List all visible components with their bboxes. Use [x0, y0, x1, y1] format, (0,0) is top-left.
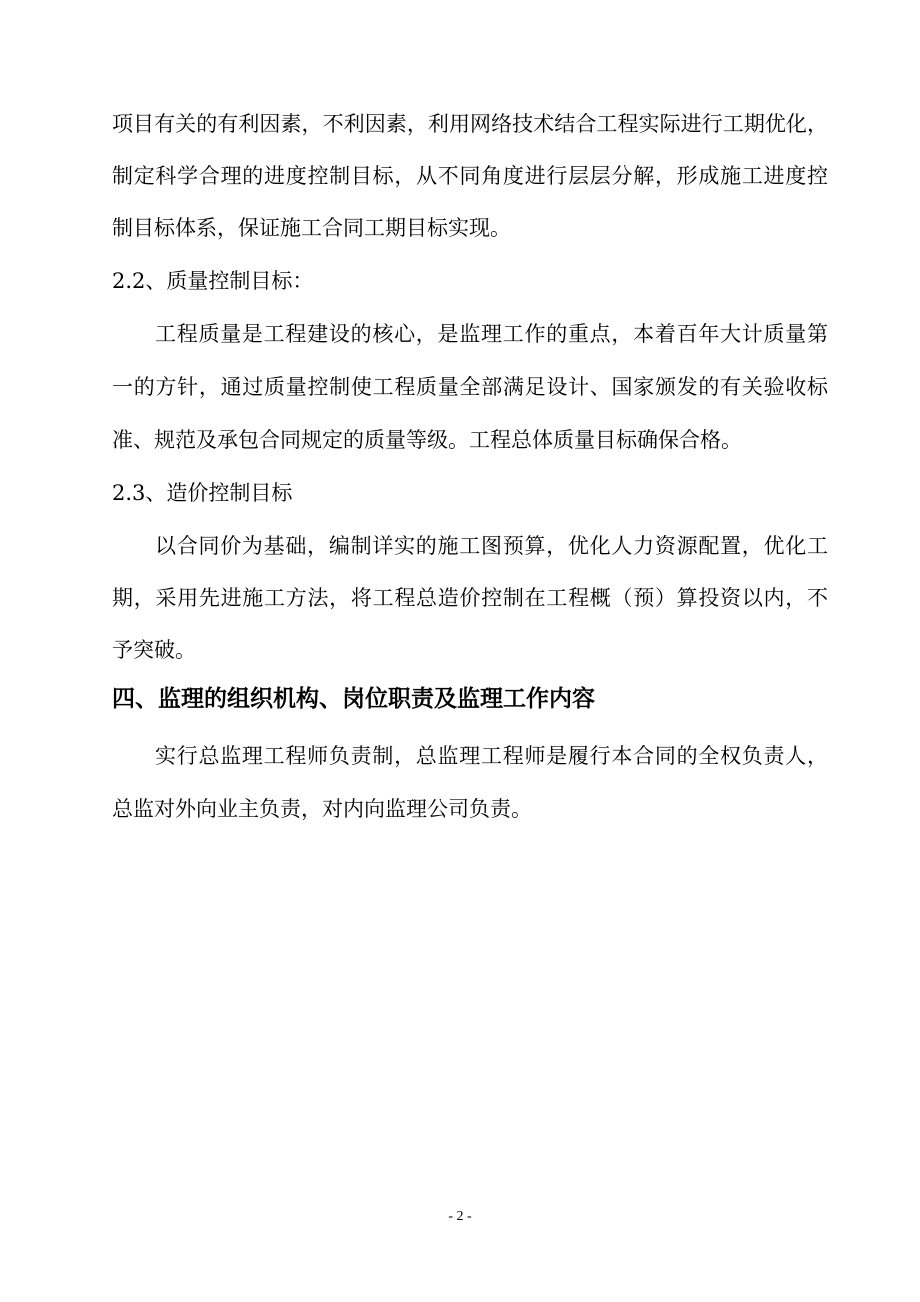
cost-line-1: 以合同价为基础，编制详实的施工图预算，优化人力资源配置，优化工 — [155, 534, 829, 558]
page-number: - 2 - — [448, 1209, 472, 1224]
quality-line-1: 工程质量是工程建设的核心，是监理工作的重点，本着百年大计质量第 — [155, 322, 829, 346]
schedule-line-2: 制定科学合理的进度控制目标，从不同角度进行层层分解，形成施工进度控 — [112, 164, 829, 188]
schedule-line-1: 项目有关的有利因素，不利因素，利用网络技术结合工程实际进行工期优化， — [112, 112, 829, 136]
quality-line-3: 准、规范及承包合同规定的质量等级。工程总体质量目标确保合格。 — [112, 428, 742, 452]
organization-line-2: 总监对外向业主负责，对内向监理公司负责。 — [112, 797, 532, 821]
cost-control-heading: 2.3、造价控制目标 — [112, 481, 293, 505]
section-four-heading: 四、监理的组织机构、岗位职责及监理工作内容 — [112, 686, 595, 712]
quality-line-2: 一的方针，通过质量控制使工程质量全部满足设计、国家颁发的有关验收标 — [112, 375, 829, 399]
quality-control-heading: 2.2、质量控制目标： — [112, 269, 314, 293]
cost-line-2: 期，采用先进施工方法，将工程总造价控制在工程概（预）算投资以内，不 — [112, 586, 829, 610]
cost-line-3: 予突破。 — [112, 638, 196, 662]
organization-line-1: 实行总监理工程师负责制，总监理工程师是履行本合同的全权负责人， — [155, 744, 829, 768]
schedule-line-3: 制目标体系，保证施工合同工期目标实现。 — [112, 216, 511, 240]
